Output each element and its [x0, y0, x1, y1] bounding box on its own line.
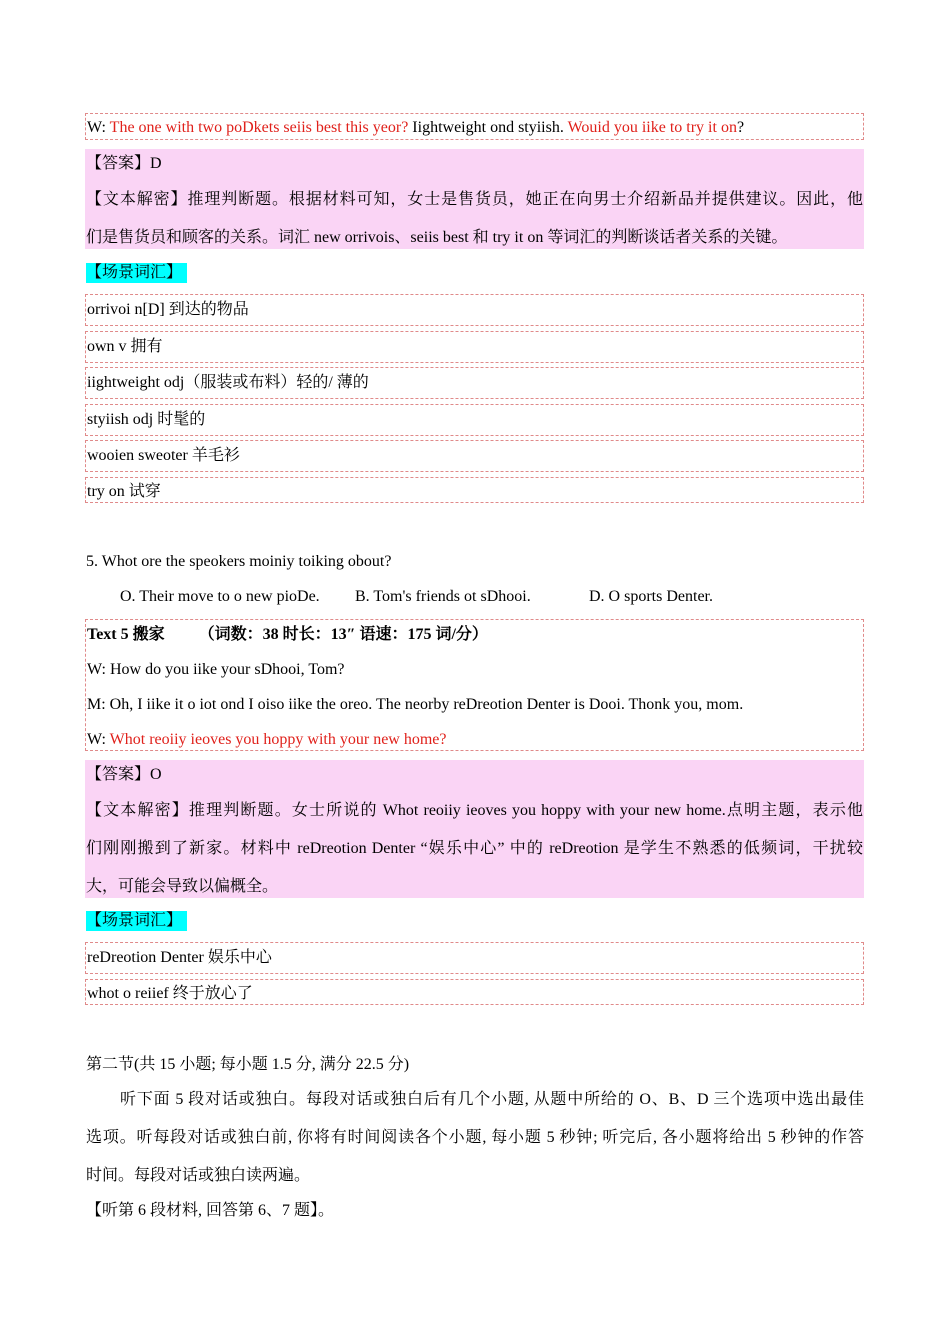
section-heading: 第二节(共 15 小题; 每小题 1.5 分, 满分 22.5 分): [86, 1056, 410, 1073]
transcript-box: [85, 619, 864, 751]
vocab-item: [85, 979, 864, 1005]
analysis-line: 们刚刚搬到了新家。材料中 reDreotion Denter “娱乐中心” 中的 reDreotion 是学生不熟悉的低频词，干扰较: [86, 840, 863, 857]
instruction-paragraph-line: 听下面 5 段对话或独白。每段对话或独白后有几个小题, 从题中所给的 O、B、D 三个选项中选出最佳: [120, 1091, 864, 1108]
vocab-item: [85, 367, 864, 399]
analysis-line: 大，可能会导致以偏概全。: [86, 878, 279, 895]
analysis-line: 【文本解密】推理判断题。女士所说的 Whot reoiiy ieoves you hoppy with your new home.点明主题，表示他: [86, 802, 863, 819]
dialogue-text: Iightweight ond styiish.: [412, 119, 564, 136]
transcript-meta: （词数：38 时长：13″ 语速：175 词/分）: [198, 626, 488, 643]
speaker-label: W:: [87, 731, 106, 748]
option-c: D. O sports Denter.: [589, 588, 713, 605]
vocab-text: orrivoi n[D] 到达的物品: [87, 301, 249, 318]
answer-label: 【答案】D: [86, 155, 162, 172]
vocab-item: [85, 440, 864, 472]
answer-label: 【答案】O: [86, 766, 162, 783]
dialogue-red-text: Whot reoiiy ieoves you hoppy with your new home?: [109, 731, 447, 748]
vocab-tag: 【场景词汇】: [86, 911, 187, 931]
vocab-item: [85, 477, 864, 503]
dialogue-punct: ?: [736, 119, 745, 136]
listening-instruction: 【听第 6 段材料, 回答第 6、7 题】。: [86, 1202, 335, 1219]
vocab-text: whot o reiief 终于放心了: [87, 985, 253, 1002]
analysis-line: 【文本解密】推理判断题。根据材料可知，女士是售货员，她正在向男士介绍新品并提供建议。因此，他: [86, 191, 863, 208]
dialogue-red-text: The one with two poDkets seiis best this yeor?: [109, 119, 409, 136]
vocab-text: wooien sweoter 羊毛衫: [87, 447, 240, 464]
answer-block: [85, 149, 864, 249]
option-a: O. Their move to o new pioDe.: [120, 588, 320, 605]
answer-block: [85, 760, 864, 898]
vocab-text: try on 试穿: [87, 483, 161, 500]
instruction-paragraph-line: 选项。听每段对话或独白前, 你将有时间阅读各个小题, 每小题 5 秒钟; 听完后, 各小题将给出 5 秒钟的作答: [86, 1129, 864, 1146]
speaker-label: W:: [87, 119, 106, 136]
vocab-text: styiish odj 时髦的: [87, 411, 206, 428]
option-b: B. Tom's friends ot sDhooi.: [355, 588, 531, 605]
dialogue-line: [87, 732, 863, 748]
vocab-tag: 【场景词汇】: [86, 263, 187, 283]
dialogue-box: [85, 113, 864, 140]
question-stem: 5. Whot ore the speokers moiniy toiking obout?: [86, 553, 392, 570]
vocab-item: [85, 294, 864, 326]
dialogue-line: W: How do you iike your sDhooi, Tom?: [87, 661, 345, 678]
vocab-text: own v 拥有: [87, 338, 163, 355]
dialogue-line: M: Oh, I iike it o iot ond I oiso iike the oreo. The neorby reDreotion Denter is Dooi. Thonk you, mom.: [87, 696, 744, 713]
analysis-line: 们是售货员和顾客的关系。词汇 new orrivois、seiis best 和 try it on 等词汇的判断谈话者关系的关键。: [86, 229, 788, 246]
vocab-text: reDreotion Denter 娱乐中心: [87, 949, 272, 966]
vocab-item: [85, 404, 864, 436]
vocab-item: [85, 942, 864, 974]
vocab-text: iightweight odj（服装或布料）轻的/ 薄的: [87, 374, 369, 391]
dialogue-red-text: Wouid you iike to try it on: [567, 119, 737, 136]
vocab-item: [85, 331, 864, 363]
transcript-title: Text 5 搬家: [87, 626, 165, 643]
instruction-paragraph-line: 时间。每段对话或独白读两遍。: [86, 1167, 311, 1184]
